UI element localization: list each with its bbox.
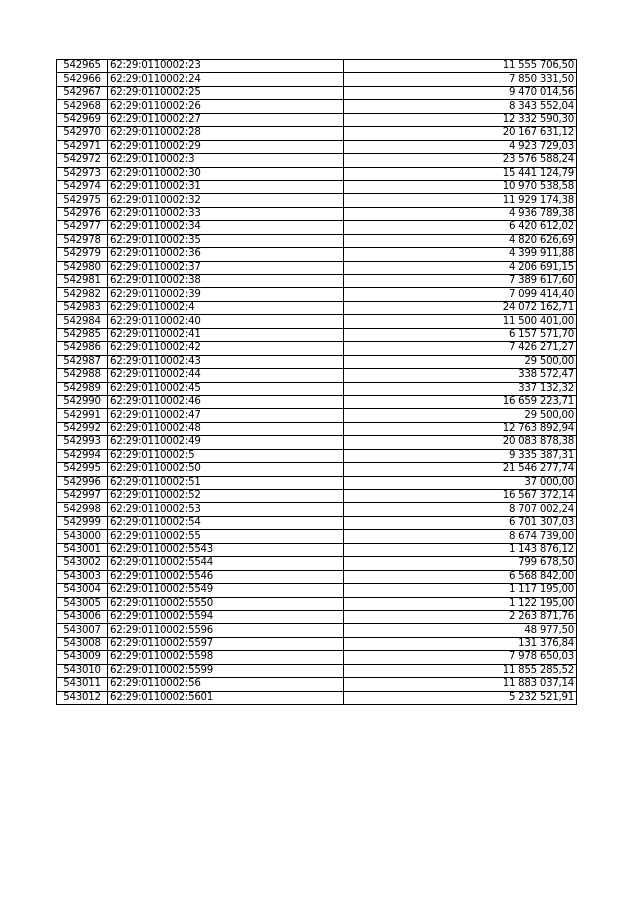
row-number-cell: 542997: [57, 490, 108, 503]
table-row: [57, 395, 577, 408]
cadastral-value-table: [56, 59, 577, 705]
cadastral-number-cell: 62:29:0110002:5596: [108, 624, 344, 637]
cadastral-number-cell: 62:29:0110002:23: [108, 60, 344, 73]
cadastral-value-cell: 20 167 631,12: [344, 127, 577, 140]
cadastral-value-cell: 24 072 162,71: [344, 301, 577, 314]
row-number-cell: 543012: [57, 691, 108, 704]
row-number-cell: 542986: [57, 342, 108, 355]
cadastral-number-cell: 62:29:0110002:53: [108, 503, 344, 516]
table-row: [57, 180, 577, 193]
cadastral-number-cell: 62:29:0110002:5549: [108, 584, 344, 597]
table-row: [57, 73, 577, 86]
cadastral-value-cell: 5 232 521,91: [344, 691, 577, 704]
table-row: [57, 624, 577, 637]
cadastral-number-cell: 62:29:0110002:28: [108, 127, 344, 140]
cadastral-number-cell: 62:29:0110002:50: [108, 463, 344, 476]
row-number-cell: 542966: [57, 73, 108, 86]
table-row: [57, 194, 577, 207]
table-row: [57, 436, 577, 449]
table-row: [57, 86, 577, 99]
cadastral-value-cell: 1 122 195,00: [344, 597, 577, 610]
cadastral-value-cell: 16 567 372,14: [344, 490, 577, 503]
table-row: [57, 248, 577, 261]
row-number-cell: 543002: [57, 557, 108, 570]
table-row: [57, 409, 577, 422]
cadastral-value-cell: 4 936 789,38: [344, 207, 577, 220]
cadastral-number-cell: 62:29:0110002:49: [108, 436, 344, 449]
cadastral-value-cell: 7 426 271,27: [344, 342, 577, 355]
table-row: [57, 275, 577, 288]
row-number-cell: 543001: [57, 543, 108, 556]
cadastral-number-cell: 62:29:0110002:46: [108, 395, 344, 408]
cadastral-number-cell: 62:29:0110002:4: [108, 301, 344, 314]
cadastral-value-cell: 4 399 911,88: [344, 248, 577, 261]
table-row: [57, 691, 577, 704]
cadastral-number-cell: 62:29:0110002:42: [108, 342, 344, 355]
cadastral-value-cell: 337 132,32: [344, 382, 577, 395]
cadastral-number-cell: 62:29:0110002:5599: [108, 664, 344, 677]
table-row: [57, 154, 577, 167]
row-number-cell: 543008: [57, 637, 108, 650]
cadastral-value-cell: 29 500,00: [344, 355, 577, 368]
row-number-cell: 542994: [57, 449, 108, 462]
cadastral-value-cell: 4 820 626,69: [344, 234, 577, 247]
cadastral-number-cell: 62:29:0110002:5543: [108, 543, 344, 556]
table-row: [57, 140, 577, 153]
row-number-cell: 542989: [57, 382, 108, 395]
cadastral-value-cell: 7 978 650,03: [344, 651, 577, 664]
cadastral-number-cell: 62:29:0110002:35: [108, 234, 344, 247]
table-row: [57, 261, 577, 274]
cadastral-value-cell: 7 850 331,50: [344, 73, 577, 86]
table-row: [57, 100, 577, 113]
row-number-cell: 542985: [57, 328, 108, 341]
cadastral-number-cell: 62:29:0110002:5544: [108, 557, 344, 570]
row-number-cell: 542973: [57, 167, 108, 180]
cadastral-value-cell: 6 568 842,00: [344, 570, 577, 583]
cadastral-number-cell: 62:29:0110002:39: [108, 288, 344, 301]
table-row: [57, 315, 577, 328]
row-number-cell: 543005: [57, 597, 108, 610]
row-number-cell: 542972: [57, 154, 108, 167]
row-number-cell: 542983: [57, 301, 108, 314]
row-number-cell: 542976: [57, 207, 108, 220]
table-row: [57, 301, 577, 314]
table-row: [57, 234, 577, 247]
row-number-cell: 542998: [57, 503, 108, 516]
row-number-cell: 542969: [57, 113, 108, 126]
row-number-cell: 543004: [57, 584, 108, 597]
row-number-cell: 543011: [57, 678, 108, 691]
cadastral-number-cell: 62:29:0110002:25: [108, 86, 344, 99]
row-number-cell: 542991: [57, 409, 108, 422]
cadastral-value-cell: 20 083 878,38: [344, 436, 577, 449]
table-row: [57, 221, 577, 234]
cadastral-number-cell: 62:29:0110002:54: [108, 516, 344, 529]
row-number-cell: 542981: [57, 275, 108, 288]
cadastral-value-cell: 12 763 892,94: [344, 422, 577, 435]
table-row: [57, 449, 577, 462]
row-number-cell: 542968: [57, 100, 108, 113]
cadastral-value-cell: 6 701 307,03: [344, 516, 577, 529]
cadastral-value-cell: 48 977,50: [344, 624, 577, 637]
table-row: [57, 678, 577, 691]
row-number-cell: 543006: [57, 610, 108, 623]
cadastral-number-cell: 62:29:0110002:31: [108, 180, 344, 193]
cadastral-value-cell: 8 674 739,00: [344, 530, 577, 543]
table-row: [57, 597, 577, 610]
cadastral-number-cell: 62:29:0110002:30: [108, 167, 344, 180]
table-row: [57, 570, 577, 583]
cadastral-number-cell: 62:29:0110002:29: [108, 140, 344, 153]
cadastral-value-cell: 1 117 195,00: [344, 584, 577, 597]
table-row: [57, 382, 577, 395]
cadastral-number-cell: 62:29:0110002:5594: [108, 610, 344, 623]
table-body: [57, 60, 577, 705]
table-row: [57, 543, 577, 556]
row-number-cell: 542982: [57, 288, 108, 301]
cadastral-value-cell: 6 420 612,02: [344, 221, 577, 234]
cadastral-value-cell: 799 678,50: [344, 557, 577, 570]
cadastral-value-cell: 37 000,00: [344, 476, 577, 489]
table-row: [57, 637, 577, 650]
cadastral-value-cell: 8 343 552,04: [344, 100, 577, 113]
row-number-cell: 543010: [57, 664, 108, 677]
row-number-cell: 542978: [57, 234, 108, 247]
row-number-cell: 542990: [57, 395, 108, 408]
row-number-cell: 542965: [57, 60, 108, 73]
cadastral-number-cell: 62:29:0110002:5601: [108, 691, 344, 704]
table-row: [57, 584, 577, 597]
row-number-cell: 542971: [57, 140, 108, 153]
cadastral-value-cell: 131 376,84: [344, 637, 577, 650]
cadastral-number-cell: 62:29:0110002:51: [108, 476, 344, 489]
cadastral-value-cell: 1 143 876,12: [344, 543, 577, 556]
cadastral-value-cell: 16 659 223,71: [344, 395, 577, 408]
table-row: [57, 530, 577, 543]
cadastral-number-cell: 62:29:0110002:5598: [108, 651, 344, 664]
row-number-cell: 542987: [57, 355, 108, 368]
row-number-cell: 542979: [57, 248, 108, 261]
row-number-cell: 542970: [57, 127, 108, 140]
cadastral-number-cell: 62:29:0110002:44: [108, 369, 344, 382]
cadastral-number-cell: 62:29:0110002:26: [108, 100, 344, 113]
cadastral-value-cell: 11 855 285,52: [344, 664, 577, 677]
table-row: [57, 610, 577, 623]
table-row: [57, 503, 577, 516]
row-number-cell: 542992: [57, 422, 108, 435]
cadastral-number-cell: 62:29:0110002:5597: [108, 637, 344, 650]
table-row: [57, 557, 577, 570]
row-number-cell: 542999: [57, 516, 108, 529]
table-row: [57, 207, 577, 220]
cadastral-value-cell: 29 500,00: [344, 409, 577, 422]
cadastral-number-cell: 62:29:0110002:5: [108, 449, 344, 462]
cadastral-value-cell: 9 470 014,56: [344, 86, 577, 99]
table-row: [57, 369, 577, 382]
cadastral-value-cell: 11 555 706,50: [344, 60, 577, 73]
cadastral-value-cell: 11 929 174,38: [344, 194, 577, 207]
cadastral-value-cell: 9 335 387,31: [344, 449, 577, 462]
table-row: [57, 127, 577, 140]
row-number-cell: 543009: [57, 651, 108, 664]
table-row: [57, 355, 577, 368]
cadastral-value-cell: 23 576 588,24: [344, 154, 577, 167]
table-row: [57, 422, 577, 435]
cadastral-value-cell: 11 883 037,14: [344, 678, 577, 691]
cadastral-number-cell: 62:29:0110002:43: [108, 355, 344, 368]
row-number-cell: 542980: [57, 261, 108, 274]
row-number-cell: 542993: [57, 436, 108, 449]
cadastral-number-cell: 62:29:0110002:47: [108, 409, 344, 422]
cadastral-value-cell: 2 263 871,76: [344, 610, 577, 623]
cadastral-number-cell: 62:29:0110002:45: [108, 382, 344, 395]
cadastral-value-cell: 12 332 590,30: [344, 113, 577, 126]
table-row: [57, 328, 577, 341]
table-row: [57, 60, 577, 73]
cadastral-value-cell: 4 923 729,03: [344, 140, 577, 153]
cadastral-value-cell: 8 707 002,24: [344, 503, 577, 516]
cadastral-number-cell: 62:29:0110002:24: [108, 73, 344, 86]
table-row: [57, 651, 577, 664]
cadastral-number-cell: 62:29:0110002:5550: [108, 597, 344, 610]
cadastral-number-cell: 62:29:0110002:56: [108, 678, 344, 691]
table-row: [57, 664, 577, 677]
row-number-cell: 542988: [57, 369, 108, 382]
cadastral-number-cell: 62:29:0110002:33: [108, 207, 344, 220]
row-number-cell: 542996: [57, 476, 108, 489]
row-number-cell: 543007: [57, 624, 108, 637]
table-row: [57, 516, 577, 529]
table-row: [57, 342, 577, 355]
table-row: [57, 490, 577, 503]
row-number-cell: 542975: [57, 194, 108, 207]
cadastral-value-cell: 7 099 414,40: [344, 288, 577, 301]
cadastral-number-cell: 62:29:0110002:55: [108, 530, 344, 543]
row-number-cell: 542977: [57, 221, 108, 234]
cadastral-value-cell: 11 500 401,00: [344, 315, 577, 328]
table-row: [57, 167, 577, 180]
cadastral-value-cell: 338 572,47: [344, 369, 577, 382]
table-row: [57, 476, 577, 489]
row-number-cell: 543000: [57, 530, 108, 543]
row-number-cell: 542984: [57, 315, 108, 328]
table-row: [57, 463, 577, 476]
row-number-cell: 543003: [57, 570, 108, 583]
cadastral-value-cell: 21 546 277,74: [344, 463, 577, 476]
cadastral-number-cell: 62:29:0110002:40: [108, 315, 344, 328]
cadastral-number-cell: 62:29:0110002:27: [108, 113, 344, 126]
cadastral-number-cell: 62:29:0110002:3: [108, 154, 344, 167]
cadastral-number-cell: 62:29:0110002:36: [108, 248, 344, 261]
cadastral-number-cell: 62:29:0110002:48: [108, 422, 344, 435]
cadastral-number-cell: 62:29:0110002:38: [108, 275, 344, 288]
cadastral-value-cell: 7 389 617,60: [344, 275, 577, 288]
cadastral-number-cell: 62:29:0110002:52: [108, 490, 344, 503]
row-number-cell: 542967: [57, 86, 108, 99]
cadastral-number-cell: 62:29:0110002:41: [108, 328, 344, 341]
cadastral-value-cell: 10 970 538,58: [344, 180, 577, 193]
table-row: [57, 113, 577, 126]
cadastral-value-cell: 4 206 691,15: [344, 261, 577, 274]
cadastral-number-cell: 62:29:0110002:37: [108, 261, 344, 274]
row-number-cell: 542995: [57, 463, 108, 476]
cadastral-number-cell: 62:29:0110002:32: [108, 194, 344, 207]
cadastral-value-cell: 6 157 571,70: [344, 328, 577, 341]
table-row: [57, 288, 577, 301]
row-number-cell: 542974: [57, 180, 108, 193]
cadastral-number-cell: 62:29:0110002:34: [108, 221, 344, 234]
cadastral-value-cell: 15 441 124,79: [344, 167, 577, 180]
cadastral-number-cell: 62:29:0110002:5546: [108, 570, 344, 583]
